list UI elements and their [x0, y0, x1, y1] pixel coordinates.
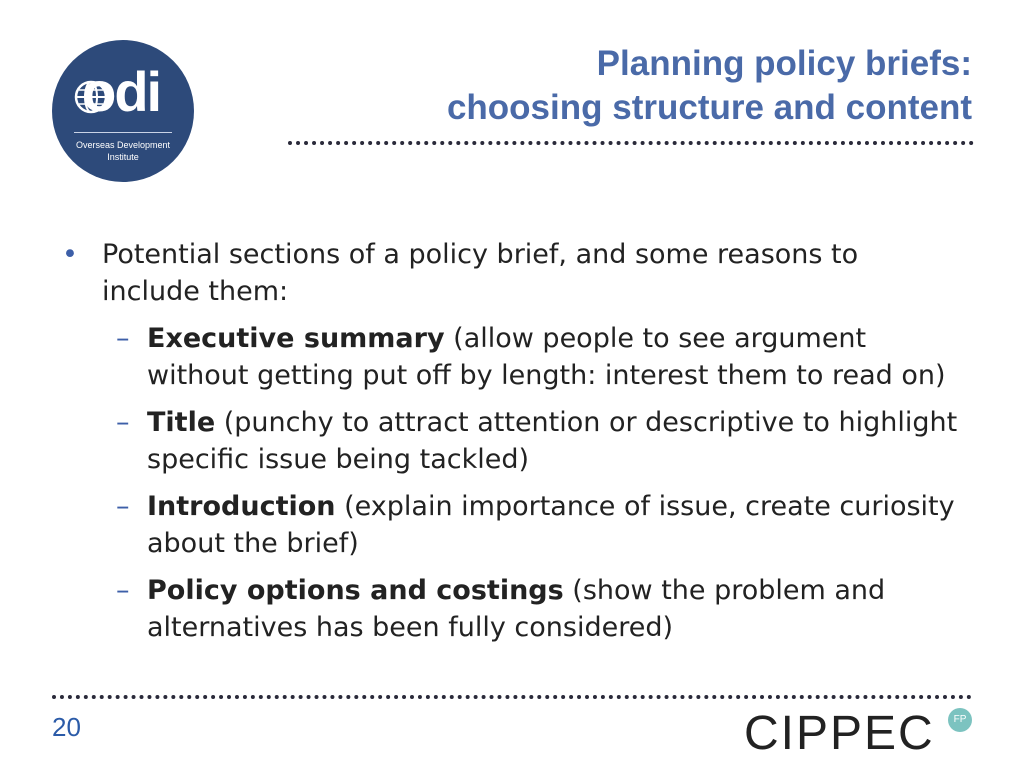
sub-item-text: (allow people to see argument without getting put off by length: interest them to read on) [147, 323, 946, 391]
sub-item-title [58, 404, 958, 478]
dash-marker: – [116, 407, 130, 438]
sub-item-introduction [58, 488, 958, 562]
dash-marker: – [116, 323, 130, 354]
sub-item-heading: Title [147, 407, 216, 438]
odi-logo [52, 40, 194, 182]
slide-body [58, 236, 958, 646]
sub-item-policy-options [58, 572, 958, 646]
sub-item-heading: Executive summary [147, 323, 445, 354]
odi-subtitle [52, 139, 194, 163]
slide-title [447, 42, 972, 130]
sub-item-executive-summary [58, 320, 958, 394]
odi-wordmark-text: odi [82, 60, 161, 123]
slide-title-line1: Planning policy briefs: [596, 44, 972, 83]
title-divider [288, 141, 974, 145]
sub-item-text: (explain importance of issue, create curiosity about the brief) [147, 491, 955, 559]
odi-subtitle-line1: Overseas Development [75, 140, 171, 150]
cippec-wordmark: CIPPEC [744, 707, 935, 760]
page-number: 20 [52, 712, 81, 742]
sub-item-text: (punchy to attract attention or descriptive to highlight specific issue being tackled) [147, 407, 958, 475]
sub-item-heading: Policy options and costings [147, 575, 564, 606]
slide-title-line2: choosing structure and content [446, 88, 972, 127]
odi-divider [74, 132, 172, 133]
cippec-logo [744, 704, 984, 764]
bullet-item [58, 236, 958, 310]
bullet-marker: • [62, 239, 78, 270]
footer-divider [52, 695, 972, 699]
bullet-text: Potential sections of a policy brief, and some reasons to include them: [102, 239, 859, 307]
cippec-badge-icon: FP [948, 708, 972, 732]
odi-wordmark [52, 62, 194, 122]
odi-subtitle-line2: Institute [107, 152, 139, 162]
dash-marker: – [116, 575, 130, 606]
sub-item-text: (show the problem and alternatives has been fully considered) [147, 575, 886, 643]
dash-marker: – [116, 491, 130, 522]
sub-item-heading: Introduction [147, 491, 336, 522]
